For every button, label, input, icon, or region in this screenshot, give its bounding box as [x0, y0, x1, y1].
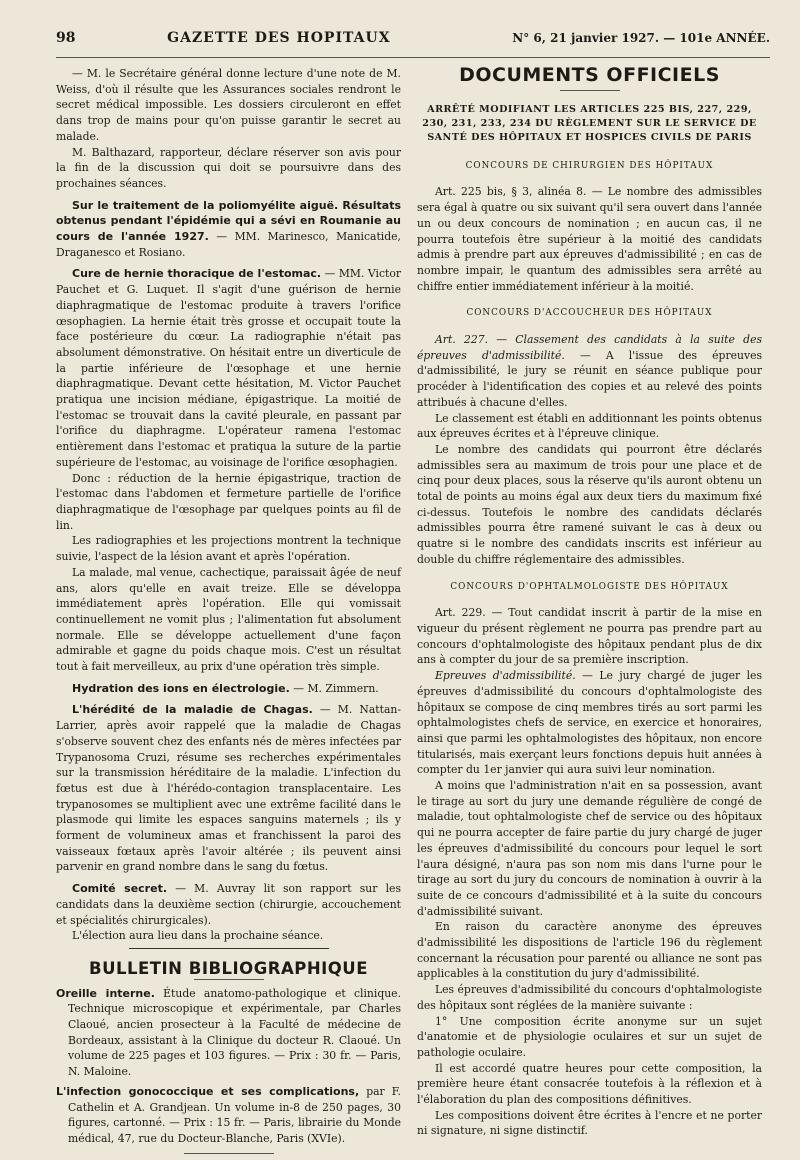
paragraph: Donc : réduction de la hernie épigastrique, traction de l'estomac dans l'abdomen et fermeture partielle de l'orifice diaphragmatique de l'œsophage par quelques points au fil de lin. [56, 471, 401, 532]
ornament-divider [560, 90, 620, 91]
article-text: — M. Auvray lit son rapport sur les candidats dans la deuxième section (chirurgie, accouchement et spécialités chirurgicales). [56, 882, 401, 927]
bib-text: par F. Cathelin et A. Grandjean. Un volume in-8 de 250 pages, 30 figures, cartonné. — Prix : 15 fr. — Paris, librairie du Monde médical, 47, rue du Docteur-Blanche, Paris (XVIe). [68, 1084, 401, 1145]
article [56, 881, 401, 928]
article-text: — MM. Victor Pauchet et G. Luquet. Il s'agit d'une guérison de hernie diaphragmatique de l'estomac produite à travers l'orifice œsophagien. La hernie était très grosse et occupait toute la face postérieure du cœur. La radiographie n'était pas absolument démonstrative. On hésitait entre un diverticule de la partie inférieure de l'œsophage et une hernie diaphragmatique. Devant cette hésitation, M. Victor Pauchet pratiqua une incision médiane, épigastrique. La moitié de l'estomac se trouvait dans la cavité pleurale, en passant par l'orifice du diaphragme. L'opérateur ramena l'estomac entièrement dans l'estomac et pratiqua la suture de la partie supérieure de l'estomac, au voisinage de l'orifice œsophagien. [56, 267, 401, 469]
columns [56, 66, 770, 1160]
bib-title: L'infection gonococcique et ses complications, [56, 1084, 360, 1098]
paragraph: 1° Une composition écrite anonyme sur un sujet d'anatomie et de physiologie oculaires et sur un sujet de pathologie oculaire. [417, 1014, 762, 1059]
article-authors: — MM. Marinesco, Manicatide, Draganesco et Rosiano. [56, 230, 401, 259]
section-title: DOCUMENTS OFFICIELS [459, 64, 720, 86]
page-number: 98 [56, 30, 76, 46]
paragraph: — M. le Secrétaire général donne lecture d'une note de M. Weiss, d'où il résulte que les Assurances sociales rendront le secret médical impossible. Les dossiers circuleront en effet dans trop de mains pour qu'on puisse garantir le secret au malade. [56, 67, 401, 143]
bib-title: Oreille interne. [56, 986, 155, 1000]
issue-info: N° 6, 21 janvier 1927. — 101e ANNÉE. [512, 31, 770, 45]
bulletin-title: BULLETIN BIBLIOGRAPHIQUE [89, 958, 368, 978]
page-header [56, 30, 770, 58]
paragraph: La malade, mal venue, cachectique, paraissait âgée de neuf ans, alors qu'elle en avait treize. Elle se développa immédiatement après l'opération. Elle qui vomissait continuellement ne vomit plus ; l'alimentation fut absolument normale. Elle se développe actuellement d'une façon admirable et gagne du poids chaque mois. C'est un résultat tout à fait merveilleux, au prix d'une opération très simple. [56, 565, 401, 674]
paragraph: Les radiographies et les projections montrent la technique suivie, l'aspect de la lésion avant et après l'opération. [56, 534, 401, 564]
article-text: — Le jury chargé de juger les épreuves d'admissibilité du concours d'ophtalmologiste des hôpitaux se compose de cinq membres tirés au sort parmi les ophtalmologistes chefs de service, en exercice et honoraires, ainsi que parmi les ophtalmologistes des hôpitaux, non encore titularisés, mais exerçant leurs fonctions depuis huit années à compter du 1er janvier qui aura suivi leur nomination. [417, 669, 762, 777]
right-column [417, 66, 762, 1160]
article [56, 681, 401, 697]
article-paragraph [417, 332, 762, 411]
left-column [56, 66, 401, 1160]
paragraph: Il est accordé quatre heures pour cette composition, la première heure étant consacrée toutefois à la réflexion et à l'élaboration du plan des compositions définitives. [417, 1061, 762, 1107]
article [56, 266, 401, 470]
article-paragraph [417, 668, 762, 778]
article-head: Art. 227. — Classement des candidats à la suite des épreuves d'admissibilité. [417, 333, 762, 362]
article-text: — M. Nattan-Larrier, après avoir rappelé que la maladie de Chagas s'observe souvent chez des enfants nés de mères infectées par Trypanosoma Cruzi, résume ses recherches expérimentales sur la transmission héréditaire de la maladie. L'infection du fœtus est due à l'hérédo-contagion transplacentaire. Les trypanosomes se multiplient avec une extrême facilité dans le plasmode qui limite les espaces sanguins maternels ; ils y forment de volumineux amas et franchissent la paroi des vaisseaux fœtaux après l'avoir altérée ; ils peuvent ainsi parvenir en grand nombre dans le sang du fœtus. [56, 703, 401, 874]
article-paragraph: Art. 229. — Tout candidat inscrit à partir de la mise en vigueur du présent règlement ne pourra pas prendre part au concours d'ophtalmologiste des hôpitaux pendant plus de dix ans à compter du jour de sa première inscription. [417, 606, 762, 667]
ornament-divider [194, 979, 264, 980]
article-title: Hydration des ions en électrologie. [72, 681, 290, 695]
paragraph: Le nombre des candidats qui pourront être déclarés admissibles sera au maximum de trois pour une place et de cinq pour deux places, sous la réserve qu'ils auront obtenu un total de points au moins égal aux deux tiers du maximum fixé ci-dessus. Toutefois le nombre des candidats déclarés admissibles pourra être ramené suivant le cas à deux ou quatre si le nombre des candidats inscrits est inférieur au double du chiffre réglementaire des admissibles. [417, 442, 762, 566]
article-head: Epreuves d'admissibilité. [435, 669, 576, 683]
bib-entry [56, 986, 401, 1080]
article-paragraph: Art. 225 bis, § 3, alinéa 8. — Le nombre des admissibles sera égal à quatre ou six suivant qu'il sera ouvert dans l'année un ou deux concours de nomination ; en aucun cas, il ne pourra toutefois être supérieur à la moitié des candidats admis à prendre part aux épreuves d'admissibilité ; en cas de nombre impair, le quantum des admissibles sera arrêté au chiffre entier immédiatement inférieur à la moitié. [417, 185, 762, 293]
journal-title: GAZETTE DES HOPITAUX [167, 30, 391, 46]
bib-text: Étude anatomo-pathologique et clinique. Technique microscopique et expérimentale, par Charles Claoué, ancien prosecteur à la Faculté de médecine de Bordeaux, assistant à la Clinique du docteur R. Claoué. Un volume de 225 pages et 103 figures. — Prix : 30 fr. — Paris, N. Maloine. [68, 986, 402, 1079]
paragraph: M. Balthazard, rapporteur, déclare réserver son avis pour la fin de la discussion qui doit se poursuivre dans des prochaines séances. [56, 145, 401, 190]
article-text: — A l'issue des épreuves d'admissibilité, le jury se réunit en séance publique pour procéder à l'identification des copies et au relevé des points attribués à chacune d'elles. [417, 348, 762, 409]
article [56, 198, 401, 261]
subsection-title: CONCOURS D'ACCOUCHEUR DES HÔPITAUX [466, 308, 713, 319]
paragraph: Les épreuves d'admissibilité du concours d'ophtalmologiste des hôpitaux sont réglées de la manière suivante : [417, 983, 762, 1012]
bibliography [56, 986, 401, 1147]
subsection-title: CONCOURS DE CHIRURGIEN DES HÔPITAUX [465, 160, 714, 171]
article-title: Cure de hernie thoracique de l'estomac. [72, 267, 322, 281]
bib-entry [56, 1084, 401, 1147]
article-title: Comité secret. [72, 882, 168, 896]
paragraph: Le classement est établi en additionnant les points obtenus aux épreuves écrites et à l'épreuve clinique. [417, 411, 762, 441]
paragraph: En raison du caractère anonyme des épreuves d'admissibilité les dispositions de l'article 196 du règlement concernant la récusation pour parenté ou alliance ne sont pas applicables à la constitution du jury d'admissibilité. [417, 920, 762, 981]
article-title: Sur le traitement de la poliomyélite aiguë. Résultats obtenus pendant l'épidémie qui a sévi en Roumanie au cours de l'année 1927. [56, 198, 401, 244]
paragraph: A moins que l'administration n'ait en sa possession, avant le tirage au sort du jury une demande régulière de congé de maladie, tout ophtalmologiste chef de service ou des hôpitaux qui ne pourra accepter de faire partie du jury chargé de juger les épreuves d'admissibilité du concours pour lequel le sort l'aura désigné, n'aura pas son nom mis dans l'urne pour le tirage au sort du jury du concours de nomination à ouvrir à la suite de ce concours d'admissibilité et à la suite du concours d'admissibilité suivant. [417, 779, 762, 918]
subsection-title: CONCOURS D'OPHTALMOLOGISTE DES HÔPITAUX [450, 581, 729, 592]
paragraph: L'élection aura lieu dans la prochaine séance. [72, 929, 324, 943]
paragraph: Les compositions doivent être écrites à l'encre et ne porter ni signature, ni signe distinctif. [417, 1108, 762, 1138]
decree-title: ARRÊTÉ MODIFIANT LES ARTICLES 225 BIS, 227, 229, 230, 231, 233, 234 DU RÈGLEMENT SUR LE SERVICE DE SANTÉ DES HÔPITAUX ET HOSPICES CIVILS DE PARIS [422, 103, 757, 143]
ornament-divider [184, 1153, 274, 1154]
article-text: — M. Zimmern. [289, 681, 379, 695]
divider [129, 948, 329, 949]
article-title: L'hérédité de la maladie de Chagas. [72, 703, 313, 717]
article [56, 702, 401, 875]
